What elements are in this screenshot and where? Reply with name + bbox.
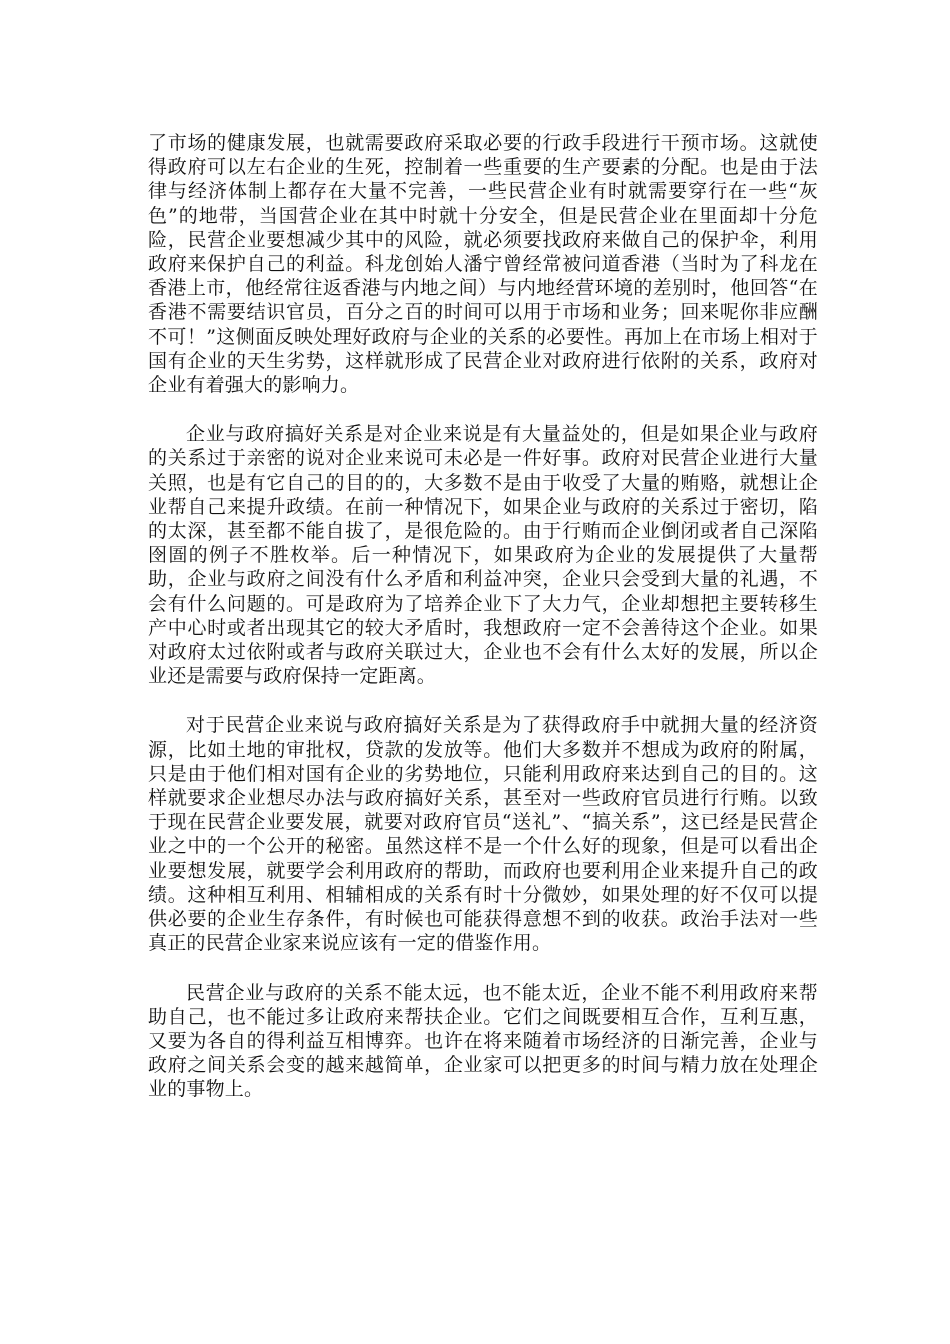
paragraph-3: 对于民营企业来说与政府搞好关系是为了获得政府手中就拥大量的经济资源，比如土地的审批权，贷款的发放等。他们大多数并不想成为政府的附属，只是由于他们相对国有企业的劣势地位，只能利用政府来达到自己的目的。这样就要求企业想尽办法与政府搞好关系，甚至对一些政府官员进行行贿。以致于现在民营企业要发展，就要对政府官员“送礼”、“搞关系”，这已经是民营企业之中的一个公开的秘密。虽然这样不是一个什么好的现象，但是可以看出企业要想发展，就要学会利用政府的帮助，而政府也要利用企业来提升自己的政绩。这种相互利用、相辅相成的关系有时十分微妙，如果处理的好不仅可以提供必要的企业生存条件，有时候也可能获得意想不到的收获。政治手法对一些真正的民营企业家来说应该有一定的借鉴作用。 xyxy=(148,714,818,955)
paragraph-4: 民营企业与政府的关系不能太远，也不能太近，企业不能不利用政府来帮助自己，也不能过多让政府来帮扶企业。它们之间既要相互合作，互利互惠，又要为各自的得利益互相博弈。也许在将来随着市场经济的日渐完善，企业与政府之间关系会变的越来越简单，企业家可以把更多的时间与精力放在处理企业的事物上。 xyxy=(148,981,818,1101)
paragraph-2: 企业与政府搞好关系是对企业来说是有大量益处的，但是如果企业与政府的关系过于亲密的说对企业来说可未必是一件好事。政府对民营企业进行大量关照，也是有它自己的目的的，大多数不是由于收受了大量的贿赂，就想让企业帮自己来提升政绩。在前一种情况下，如果企业与政府的关系过于密切，陷的太深，甚至都不能自拔了，是很危险的。由于行贿而企业倒闭或者自己深陷囹圄的例子不胜枚举。后一种情况下，如果政府为企业的发展提供了大量帮助，企业与政府之间没有什么矛盾和利益冲突，企业只会受到大量的礼遇，不会有什么问题的。可是政府为了培养企业下了大力气，企业却想把主要转移生产中心时或者出现其它的较大矛盾时，我想政府一定不会善待这个企业。如果对政府太过依附或者与政府关联过大，企业也不会有什么太好的发展，所以企业还是需要与政府保持一定距离。 xyxy=(148,423,818,688)
paragraph-1: 了市场的健康发展，也就需要政府采取必要的行政手段进行干预市场。这就使得政府可以左右企业的生死，控制着一些重要的生产要素的分配。也是由于法律与经济体制上都存在大量不完善，一些民营企业有时就需要穿行在一些“灰色”的地带，当国营企业在其中时就十分安全，但是民营企业在里面却十分危险，民营企业要想减少其中的风险，就必须要找政府来做自己的保护伞，利用政府来保护自己的利益。科龙创始人潘宁曾经常被问道香港（当时为了科龙在香港上市，他经常往返香港与内地之间）与内地经营环境的差别时，他回答“在香港不需要结识官员，百分之百的时间可以用于市场和业务；回来呢你非应酬不可！”这侧面反映处理好政府与企业的关系的必要性。再加上在市场上相对于国有企业的天生劣势，这样就形成了民营企业对政府进行依附的关系，政府对企业有着强大的影响力。 xyxy=(148,132,818,397)
document-body xyxy=(148,131,818,1102)
